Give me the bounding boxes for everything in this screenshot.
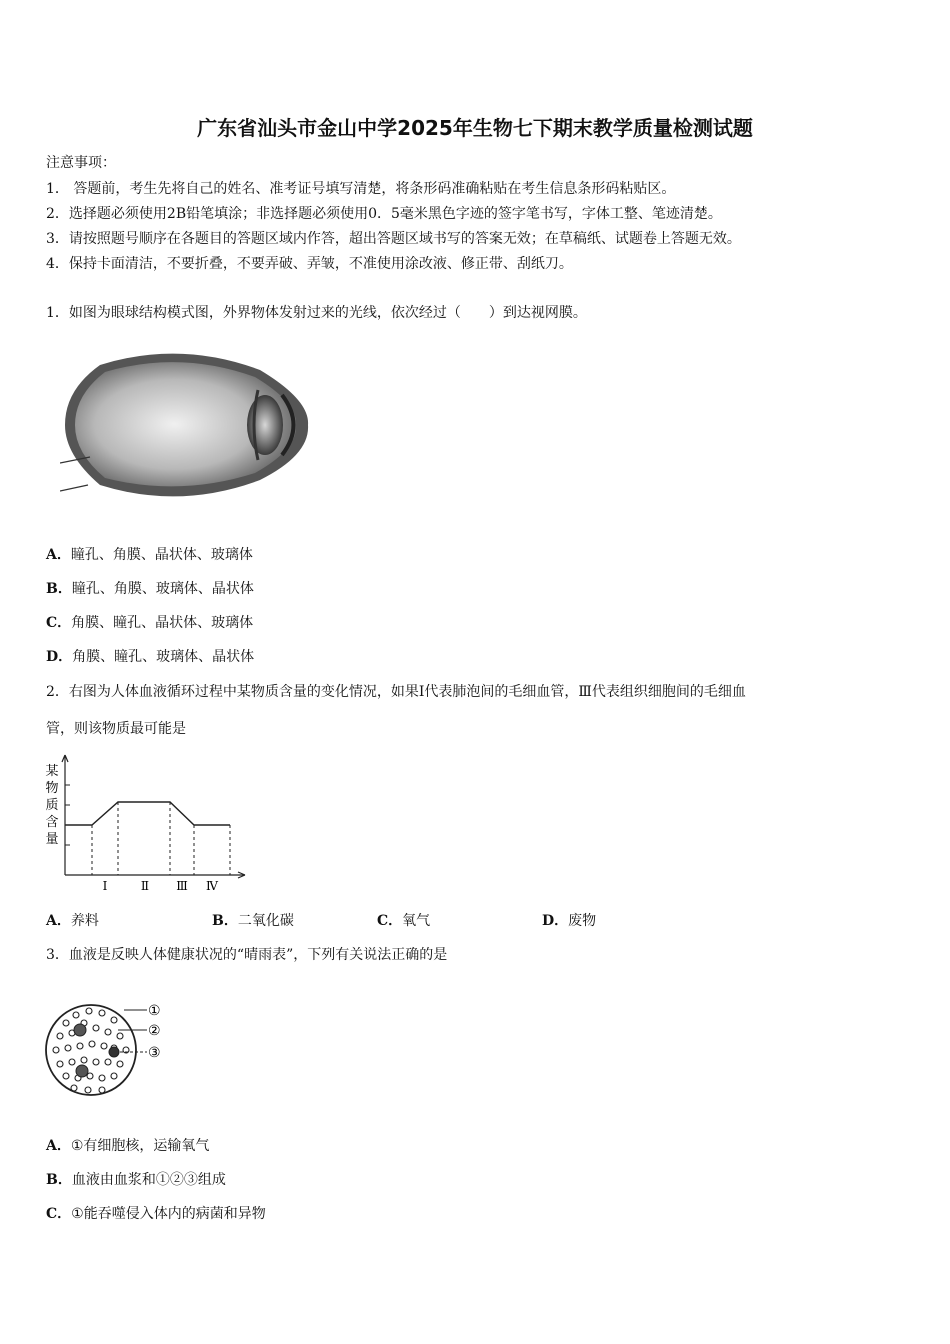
graph-ylabel-char: 含 bbox=[45, 815, 59, 830]
q1-option-c[interactable]: C．角膜、瞳孔、晶状体、玻璃体 bbox=[46, 615, 254, 631]
blood-smear-figure bbox=[44, 998, 179, 1106]
q2-option-a[interactable]: A．养料 bbox=[46, 913, 99, 929]
q3-stem: 3．血液是反映人体健康状况的“晴雨表”，下列有关说法正确的是 bbox=[46, 947, 448, 963]
graph-xtick: Ⅳ bbox=[206, 879, 218, 893]
eyeball-figure bbox=[60, 345, 310, 505]
notice-item: 4．保持卡面清洁，不要折叠，不要弄破、弄皱，不准使用涂改液、修正带、刮纸刀。 bbox=[46, 256, 573, 272]
graph-ylabel-char: 量 bbox=[45, 832, 59, 847]
q1-option-a[interactable]: A．瞳孔、角膜、晶状体、玻璃体 bbox=[46, 547, 253, 563]
graph-xtick: Ⅱ bbox=[140, 879, 150, 893]
q2-option-d[interactable]: D．废物 bbox=[542, 913, 597, 929]
q2-option-b[interactable]: B．二氧化碳 bbox=[212, 913, 294, 929]
substance-content-graph bbox=[40, 750, 255, 895]
q2-stem-line1: 2．右图为人体血液循环过程中某物质含量的变化情况，如果Ⅰ代表肺泡间的毛细血管，Ⅲ代表组织细胞间的毛细血 bbox=[46, 684, 746, 700]
graph-curve bbox=[65, 802, 230, 825]
q3-option-c[interactable]: C．①能吞噬侵入体内的病菌和异物 bbox=[46, 1206, 266, 1222]
blood-label-3: ③ bbox=[148, 1045, 161, 1061]
blood-label-2: ② bbox=[148, 1023, 161, 1039]
graph-ylabel-char: 质 bbox=[45, 798, 59, 813]
q1-option-b[interactable]: B．瞳孔、角膜、玻璃体、晶状体 bbox=[46, 581, 254, 597]
graph-ylabel-char: 某 bbox=[45, 764, 59, 779]
q2-stem-line2: 管，则该物质最可能是 bbox=[46, 721, 186, 737]
q1-option-d[interactable]: D．角膜、瞳孔、玻璃体、晶状体 bbox=[46, 649, 255, 665]
page-title: 广东省汕头市金山中学2025年生物七下期末教学质量检测试题 bbox=[197, 116, 753, 140]
notice-item: 3．请按照题号顺序在各题目的答题区域内作答，超出答题区域书写的答案无效；在草稿纸、试题卷上答题无效。 bbox=[46, 231, 741, 247]
graph-ylabel-char: 物 bbox=[45, 781, 59, 796]
notice-heading: 注意事项： bbox=[46, 155, 116, 171]
graph-xtick: Ⅲ bbox=[176, 879, 188, 893]
blood-label-1: ① bbox=[148, 1003, 161, 1019]
q1-stem: 1．如图为眼球结构模式图，外界物体发射过来的光线，依次经过（ ）到达视网膜。 bbox=[46, 305, 587, 321]
q3-option-a[interactable]: A．①有细胞核，运输氧气 bbox=[46, 1138, 210, 1154]
notice-item: 1． 答题前，考生先将自己的姓名、准考证号填写清楚，将条形码准确粘贴在考生信息条形码粘贴区。 bbox=[46, 181, 676, 197]
q2-option-c[interactable]: C．氧气 bbox=[377, 913, 431, 929]
q3-option-b[interactable]: B．血液由血浆和①②③组成 bbox=[46, 1172, 226, 1188]
notice-item: 2．选择题必须使用2B铅笔填涂；非选择题必须使用0．5毫米黑色字迹的签字笔书写，字体工整、笔迹清楚。 bbox=[46, 206, 722, 222]
graph-xtick: Ⅰ bbox=[102, 879, 108, 893]
